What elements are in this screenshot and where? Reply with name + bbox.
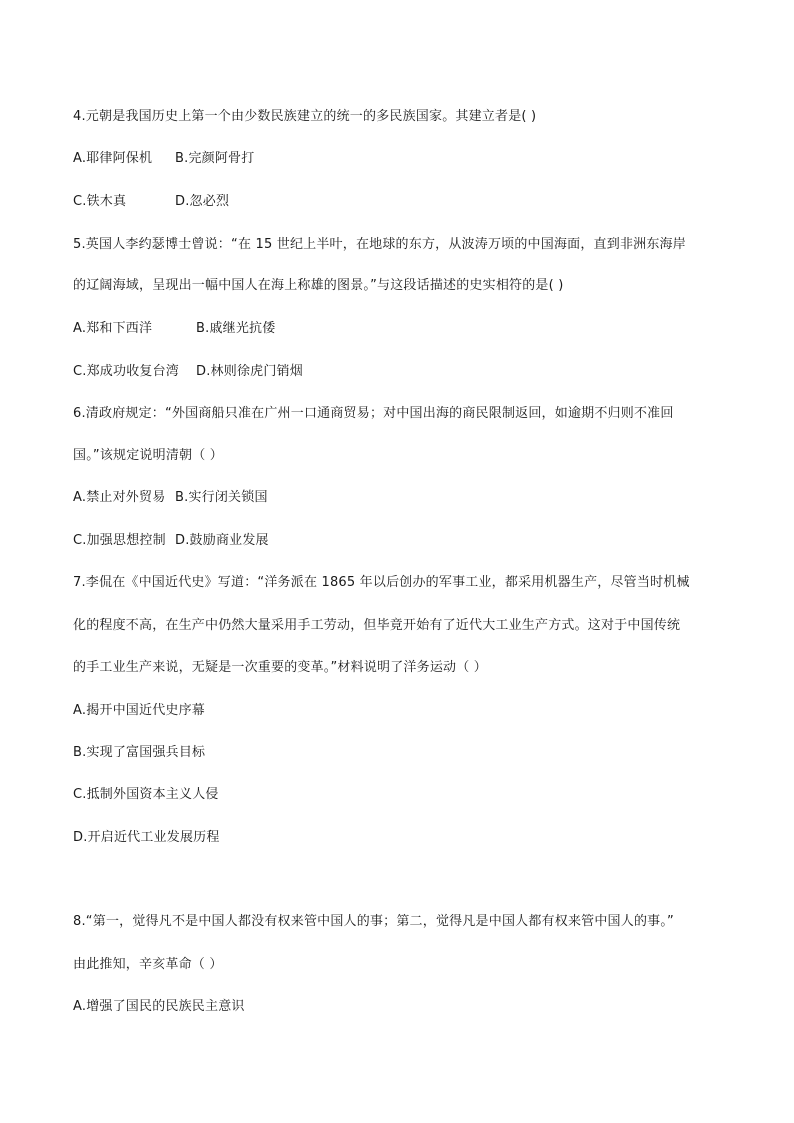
q6-option-a: A.禁止对外贸易 <box>73 490 166 505</box>
q5-options-row-2 <box>73 363 733 381</box>
q7-option-d: D.开启近代工业发展历程 <box>73 830 220 845</box>
q5-stem-line-1: 5.英国人李约瑟博士曾说：“在 15 世纪上半叶，在地球的东方，从波涛万顷的中国海面，直到非洲东海岸 <box>73 237 686 252</box>
q4-stem: 4.元朝是我国历史上第一个由少数民族建立的统一的多民族国家。其建立者是( ) <box>73 109 537 124</box>
q8-stem-line-2: 由此推知，辛亥革命（ ） <box>73 957 223 972</box>
q6-option-b: B.实行闭关锁国 <box>175 490 268 505</box>
q7-stem-line-2: 化的程度不高，在生产中仍然大量采用手工劳动，但毕竟开始有了近代大工业生产方式。这对于中国传统 <box>73 618 681 633</box>
q6-options-row-2 <box>73 532 733 550</box>
q8-stem-line-1: 8.“第一，觉得凡不是中国人都没有权来管中国人的事；第二，觉得凡是中国人都有权来管中国人的事。” <box>73 914 674 929</box>
q4-option-b: B.完颜阿骨打 <box>175 151 255 166</box>
q6-stem-line-1: 6.清政府规定：“外国商船只准在广州一口通商贸易；对中国出海的商民限制返回，如逾期不归则不准回 <box>73 406 674 421</box>
q7-stem-line-1: 7.李侃在《中国近代史》写道：“洋务派在 1865 年以后创办的军事工业，都采用机器生产，尽管当时机械 <box>73 575 690 590</box>
q4-option-c: C.铁木真 <box>73 194 127 209</box>
q4-option-a: A.耶律阿保机 <box>73 151 153 166</box>
q6-option-d: D.鼓励商业发展 <box>175 533 269 548</box>
q7-option-c: C.抵制外国资本主义人侵 <box>73 787 219 802</box>
q5-options-row-1 <box>73 320 733 338</box>
q4-options-row-2 <box>73 193 733 211</box>
q6-option-c: C.加强思想控制 <box>73 533 166 548</box>
q5-option-a: A.郑和下西洋 <box>73 321 153 336</box>
q7-option-b: B.实现了富国强兵目标 <box>73 745 206 760</box>
q6-options-row-1 <box>73 489 733 507</box>
q5-option-d: D.林则徐虎门销烟 <box>196 364 303 379</box>
q7-stem-line-3: 的手工业生产来说，无疑是一次重要的变革。”材料说明了洋务运动（ ） <box>73 660 487 675</box>
q5-option-b: B.戚继光抗倭 <box>196 321 276 336</box>
q6-stem-line-2: 国。”该规定说明清朝（ ） <box>73 448 223 463</box>
q5-option-c: C.郑成功收复台湾 <box>73 364 180 379</box>
q5-stem-line-2: 的辽阔海域，呈现出一幅中国人在海上称雄的图景。”与这段话描述的史实相符的是( ) <box>73 278 564 293</box>
q8-option-a: A.增强了国民的民族民主意识 <box>73 999 245 1014</box>
q4-option-d: D.忽必烈 <box>175 194 230 209</box>
q7-option-a: A.揭开中国近代史序幕 <box>73 703 205 718</box>
q4-options-row-1 <box>73 150 733 168</box>
